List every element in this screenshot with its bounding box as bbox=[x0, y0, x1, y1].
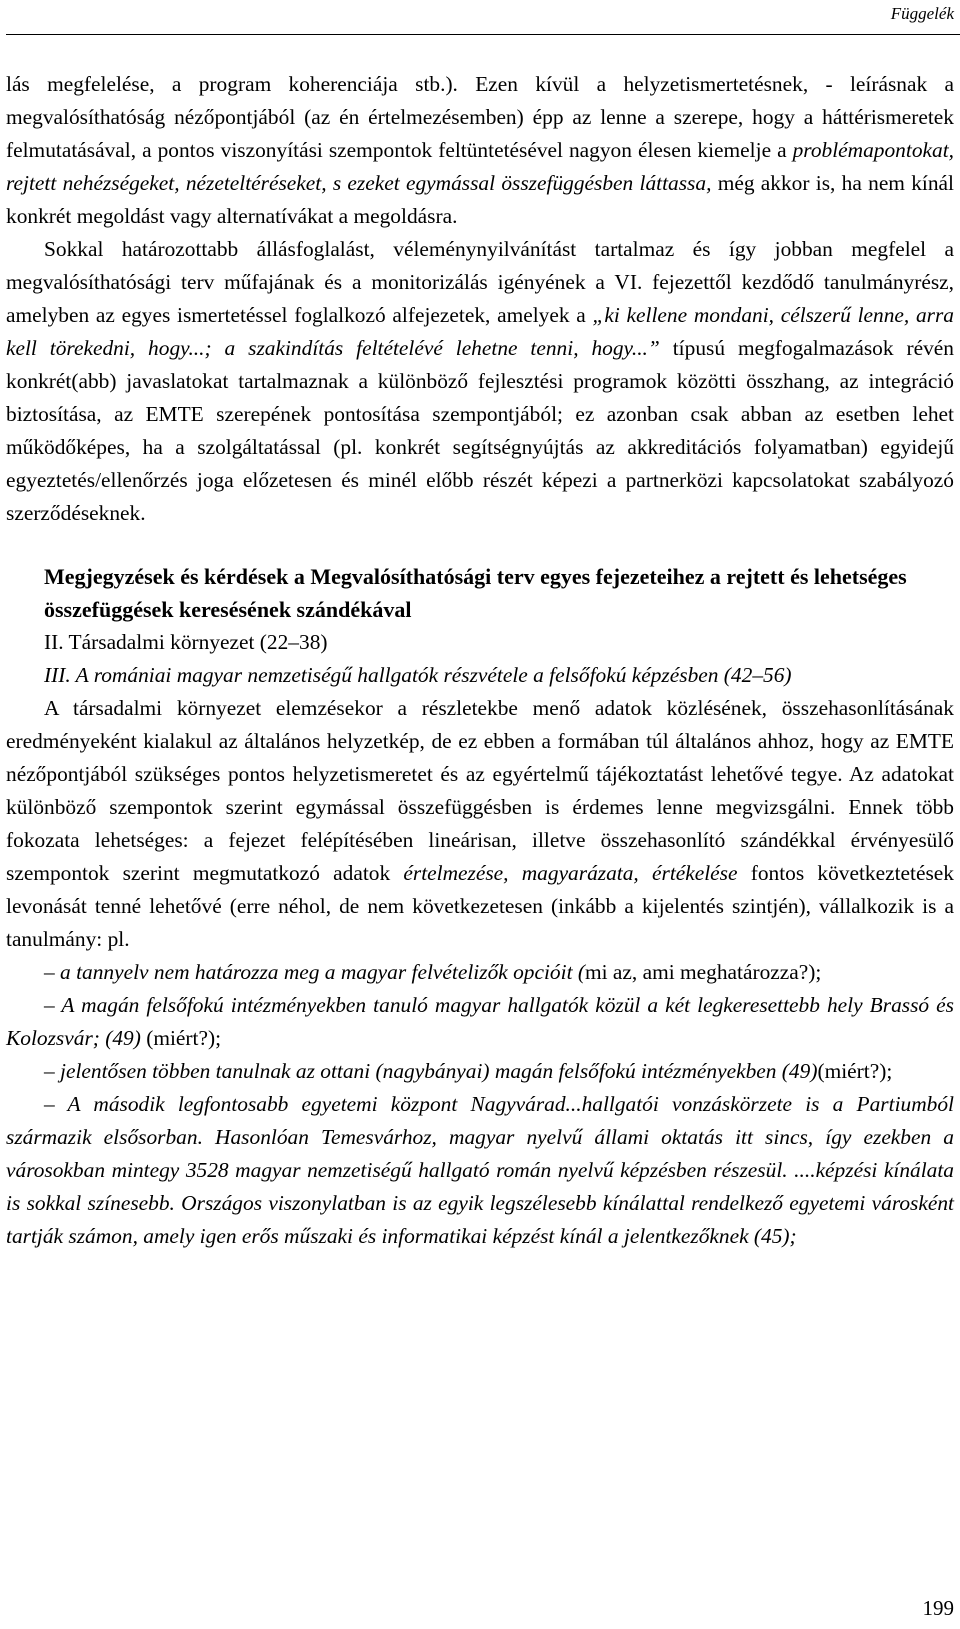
paragraph-3-text-a: A társadalmi környezet elemzésekor a részletekbe menő adatok közlésének, összehasonlításának eredményeként kialakul az általános helyzetkép, de ez ebben a formában túl általános ahhoz, hogy az EMTE nézőpontjából szükséges pontos helyzetismeretet és az egyértelmű tájékoztatást lehetővé tegye. Az adatokat különböző szempontok szerint egymással összefüggésben is érdemes lenne megvizsgálni. Ennek több fokozata lehetséges: a fejezet felépítésében lineárisan, illetve összehasonlító szándékkal érvényesülő szempontok szerint megmutatkozó adatok bbox=[6, 696, 954, 885]
dash-item-1 bbox=[6, 956, 954, 989]
dash-item-2-text: (miért?); bbox=[140, 1026, 222, 1050]
dash-item-3-text: (miért?); bbox=[817, 1059, 893, 1083]
dash-item-4: – A második legfontosabb egyetemi központ Nagyvárad...hallgatói vonzáskörzete is a Partiumból származik elsősorban. Hasonlóan Temesvárhoz, magyar nyelvű állami oktatás itt sincs, így ezekben a városokban mintegy 3528 magyar nemzetiségű hallgató román nyelvű képzésben részesül. ....képzési kínálata is sokkal színesebb. Országos viszonylatban is az egyik legszélesebb kínálattal rendelkező egyetemi városként tartják számon, amely igen erős műszaki és informatikai képzést kínál a jelentkezőknek (45); bbox=[6, 1092, 954, 1248]
dash-item-1-italic: – a tannyelv nem határozza meg a magyar felvételizők opcióit ( bbox=[44, 960, 585, 984]
paragraph-1-text-b: még akkor is, ha nem kínál konkrét megoldást vagy alternatívákat a megoldásra. bbox=[6, 171, 954, 228]
section-iii-title: III. A romániai magyar nemzetiségű hallgatók részvétele a felsőfokú képzésben (42–56) bbox=[44, 663, 792, 687]
paragraph-1-text-italic: problémapontokat, rejtett nehézségeket, nézeteltéréseket, s ezeket egymással összefüggésben láttassa, bbox=[6, 138, 954, 195]
paragraph-1-text-a: lás megfelelése, a program koherenciája stb.). Ezen kívül a helyzetismertetésnek, - leírásnak a megvalósíthatóság nézőpontjából (az én értelmezésemben) épp az lenne a szerepe, hogy a háttérismeretek felmutatásával, a pontos viszonyítási szempontok feltüntetésével nagyon élesen kiemelje a bbox=[6, 72, 954, 162]
paragraph-3-text-italic: értelmezése, magyarázata, értékelése bbox=[403, 861, 738, 885]
section-heading: Megjegyzések és kérdések a Megvalósíthatósági terv egyes fejezeteihez a rejtett és lehetséges összefüggések keresésének szándékával bbox=[44, 564, 907, 622]
running-header: Függelék bbox=[890, 4, 954, 23]
paragraph-2-text-b: típusú megfogalmazások révén konkrét(abb) javaslatokat tartalmaznak a különböző fejlesztési programok közötti összhang, az integráció biztosítása, az EMTE szerepének pontosítása szempontjából; ez azonban csak abban az esetben lehet működőképes, ha a szolgáltatással (pl. konkrét segítségnyújtás az akkreditációs folyamatban) egyidejű egyeztetés/ellenőrzés joga előzetesen és minél előbb részét képezi a partnerközi kapcsolatokat szabályozó szerződéseknek. bbox=[6, 336, 954, 525]
page-number: 199 bbox=[922, 1596, 954, 1620]
paragraph-2-text-a: Sokkal határozottabb állásfoglalást, véleménynyilvánítást tartalmaz és így jobban megfelel a megvalósíthatósági terv műfajának és a monitorizálás igényének a VI. fejezettől kezdődő tanulmányrész, amelyben az egyes ismertetéssel foglalkozó alfejezetek, amelyek a bbox=[6, 237, 954, 327]
paragraph-2 bbox=[6, 233, 954, 530]
dash-item-2 bbox=[6, 989, 954, 1055]
dash-item-3-italic: – jelentősen többen tanulnak az ottani (nagybányai) magán felsőfokú intézményekben (49) bbox=[44, 1059, 818, 1083]
dash-item-3 bbox=[6, 1055, 954, 1088]
paragraph-2-text-italic: „ki kellene mondani, célszerű lenne, arra kell törekedni, hogy...; a szakindítás feltételévé lehetne tenni, hogy...” bbox=[6, 303, 954, 360]
paragraph-3 bbox=[6, 692, 954, 956]
dash-item-1-text: mi az, ami meghatározza?); bbox=[584, 960, 822, 984]
header-rule bbox=[6, 34, 960, 35]
page-body bbox=[6, 68, 954, 1253]
paragraph-3-text-b: fontos következtetések levonását tenné lehetővé (erre néhol, de nem következetesen (inkább a kijelentés szintjén), vállalkozik is a tanulmány: pl. bbox=[6, 861, 954, 951]
dash-item-2-italic: – A magán felsőfokú intézményekben tanuló magyar hallgatók közül a két legkeresettebb hely Brassó és Kolozsvár; (49) bbox=[6, 993, 954, 1050]
section-ii-title: II. Társadalmi környezet (22–38) bbox=[44, 630, 328, 654]
paragraph-1 bbox=[6, 68, 954, 233]
